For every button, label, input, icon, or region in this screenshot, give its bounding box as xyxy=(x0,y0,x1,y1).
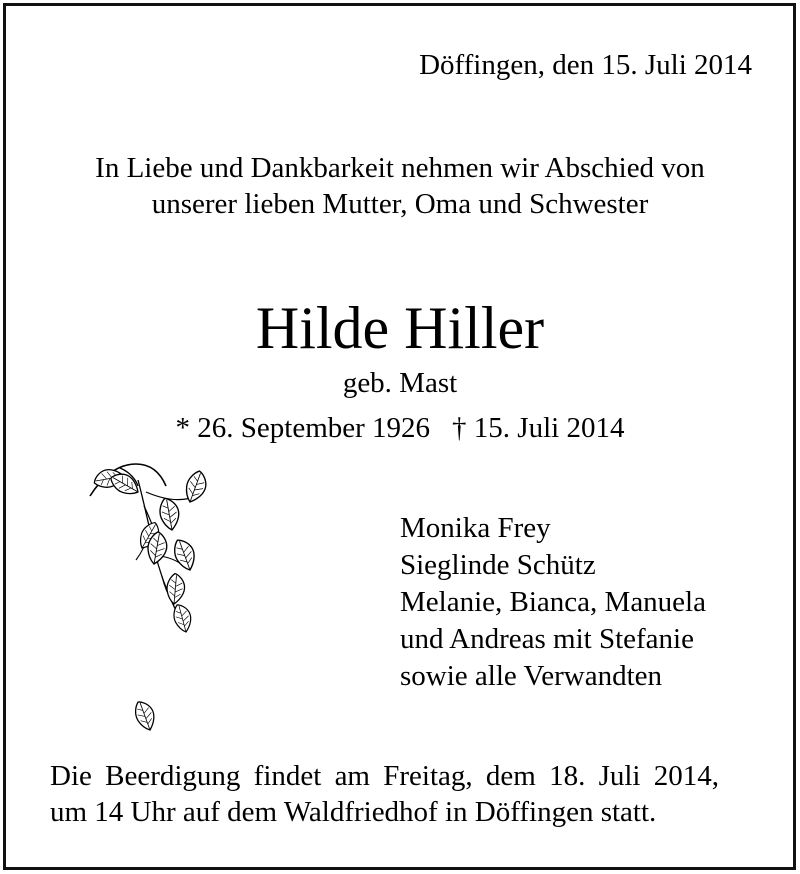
intro-line: unserer lieben Mutter, Oma und Schwester xyxy=(151,188,649,220)
mourner-line: Melanie, Bianca, Manuela xyxy=(400,586,706,618)
funeral-line: Die Beerdigung findet am Freitag, dem 18. Juli 2014, xyxy=(50,760,719,792)
mourners-list xyxy=(400,510,706,695)
deceased-name: Hilde Hiller xyxy=(255,295,545,361)
birch-branch-icon xyxy=(84,452,224,742)
intro-line: In Liebe und Dankbarkeit nehmen wir Abschied von xyxy=(95,152,705,184)
place-date: Döffingen, den 15. Juli 2014 xyxy=(419,49,752,81)
funeral-line: um 14 Uhr auf dem Waldfriedhof in Döffingen statt. xyxy=(50,796,657,828)
life-dates xyxy=(0,410,800,446)
birth-date: * 26. September 1926 xyxy=(175,412,431,444)
mourner-line: und Andreas mit Stefanie xyxy=(400,623,694,655)
funeral-info xyxy=(50,758,719,830)
maiden-name: geb. Mast xyxy=(342,367,458,399)
intro-text xyxy=(0,150,800,222)
mourner-line: Sieglinde Schütz xyxy=(400,549,596,581)
mourner-line: sowie alle Verwandten xyxy=(400,660,662,692)
death-date: † 15. Juli 2014 xyxy=(452,412,625,444)
mourner-line: Monika Frey xyxy=(400,512,551,544)
